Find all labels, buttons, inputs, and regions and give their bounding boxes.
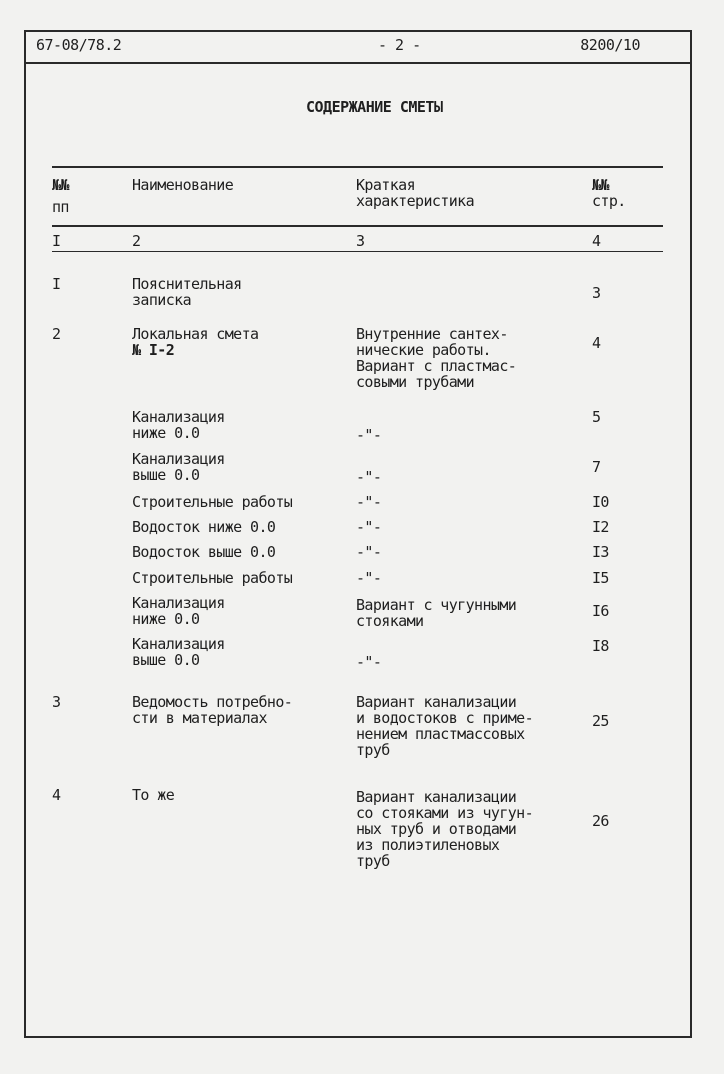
row-11-desc-4: труб xyxy=(356,741,390,759)
table-top-rule xyxy=(52,166,663,168)
col-header-desc-2: характеристика xyxy=(356,192,475,210)
row-12-page: 26 xyxy=(592,812,609,830)
row-7-name: Водосток выше 0.0 xyxy=(132,543,276,561)
row-2-name-2: № I-2 xyxy=(132,341,175,359)
row-5-page: I0 xyxy=(592,493,609,511)
row-12-desc-4: из полиэтиленовых xyxy=(356,836,500,854)
row-2-desc-3: Вариант с пластмас- xyxy=(356,357,517,375)
row-9-desc-1: Вариант с чугунными xyxy=(356,596,517,614)
numbers-rule xyxy=(52,251,663,252)
document-code: 67-08/78.2 xyxy=(36,36,122,54)
col-number-3: 3 xyxy=(356,232,365,250)
row-1-page: 3 xyxy=(592,284,601,302)
row-12-desc-5: труб xyxy=(356,852,390,870)
row-9-page: I6 xyxy=(592,602,609,620)
row-12-desc-2: со стояками из чугун- xyxy=(356,804,534,822)
row-6-page: I2 xyxy=(592,518,609,536)
row-2-desc-4: совыми трубами xyxy=(356,373,475,391)
row-10-desc: -"- xyxy=(356,653,382,671)
row-4-page: 7 xyxy=(592,458,601,476)
page-title: СОДЕРЖАНИЕ СМЕТЫ xyxy=(306,98,443,116)
row-2-page: 4 xyxy=(592,334,601,352)
row-8-desc: -"- xyxy=(356,569,382,587)
row-5-desc: -"- xyxy=(356,493,382,511)
col-header-page-2: стр. xyxy=(592,192,626,210)
row-11-page: 25 xyxy=(592,712,609,730)
sheet-code: 8200/10 xyxy=(580,36,640,54)
row-11-desc-1: Вариант канализации xyxy=(356,693,517,711)
row-11-name-2: сти в материалах xyxy=(132,709,267,727)
row-1-num: I xyxy=(52,275,61,293)
row-7-desc: -"- xyxy=(356,543,382,561)
col-header-num-1: №№ xyxy=(52,176,69,194)
row-11-name-1: Ведомость потребно- xyxy=(132,693,293,711)
row-11-desc-3: нением пластмассовых xyxy=(356,725,525,743)
row-8-page: I5 xyxy=(592,569,609,587)
row-2-desc-1: Внутренние сантех- xyxy=(356,325,508,343)
row-12-num: 4 xyxy=(52,786,61,804)
row-3-page: 5 xyxy=(592,408,601,426)
col-number-4: 4 xyxy=(592,232,601,250)
row-6-desc: -"- xyxy=(356,518,382,536)
row-8-name: Строительные работы xyxy=(132,569,293,587)
row-5-name: Строительные работы xyxy=(132,493,293,511)
row-4-name-1: Канализация xyxy=(132,450,225,468)
row-11-desc-2: и водостоков с приме- xyxy=(356,709,534,727)
col-header-num-2: пп xyxy=(52,198,69,216)
col-header-desc-1: Краткая xyxy=(356,176,416,194)
page-number: - 2 - xyxy=(378,36,421,54)
row-3-desc: -"- xyxy=(356,426,382,444)
row-4-desc: -"- xyxy=(356,468,382,486)
row-7-page: I3 xyxy=(592,543,609,561)
row-4-name-2: выше 0.0 xyxy=(132,466,200,484)
row-10-name-2: выше 0.0 xyxy=(132,651,200,669)
row-3-name-1: Канализация xyxy=(132,408,225,426)
row-1-name-2: записка xyxy=(132,291,192,309)
row-6-name: Водосток ниже 0.0 xyxy=(132,518,276,536)
row-2-num: 2 xyxy=(52,325,61,343)
row-1-name-1: Пояснительная xyxy=(132,275,242,293)
col-header-name: Наименование xyxy=(132,176,234,194)
row-2-name-1: Локальная смета xyxy=(132,325,259,343)
row-12-desc-3: ных труб и отводами xyxy=(356,820,517,838)
row-9-name-1: Канализация xyxy=(132,594,225,612)
col-header-page-1: №№ xyxy=(592,176,609,194)
col-number-2: 2 xyxy=(132,232,141,250)
row-2-desc-2: нические работы. xyxy=(356,341,491,359)
col-number-1: I xyxy=(52,232,61,250)
header-strip xyxy=(26,32,690,64)
document-sheet xyxy=(24,30,692,1038)
row-9-name-2: ниже 0.0 xyxy=(132,610,200,628)
row-11-num: 3 xyxy=(52,693,61,711)
row-9-desc-2: стояками xyxy=(356,612,424,630)
row-12-desc-1: Вариант канализации xyxy=(356,788,517,806)
row-10-page: I8 xyxy=(592,637,609,655)
header-bottom-rule xyxy=(52,225,663,227)
row-12-name: То же xyxy=(132,786,175,804)
row-10-name-1: Канализация xyxy=(132,635,225,653)
row-3-name-2: ниже 0.0 xyxy=(132,424,200,442)
